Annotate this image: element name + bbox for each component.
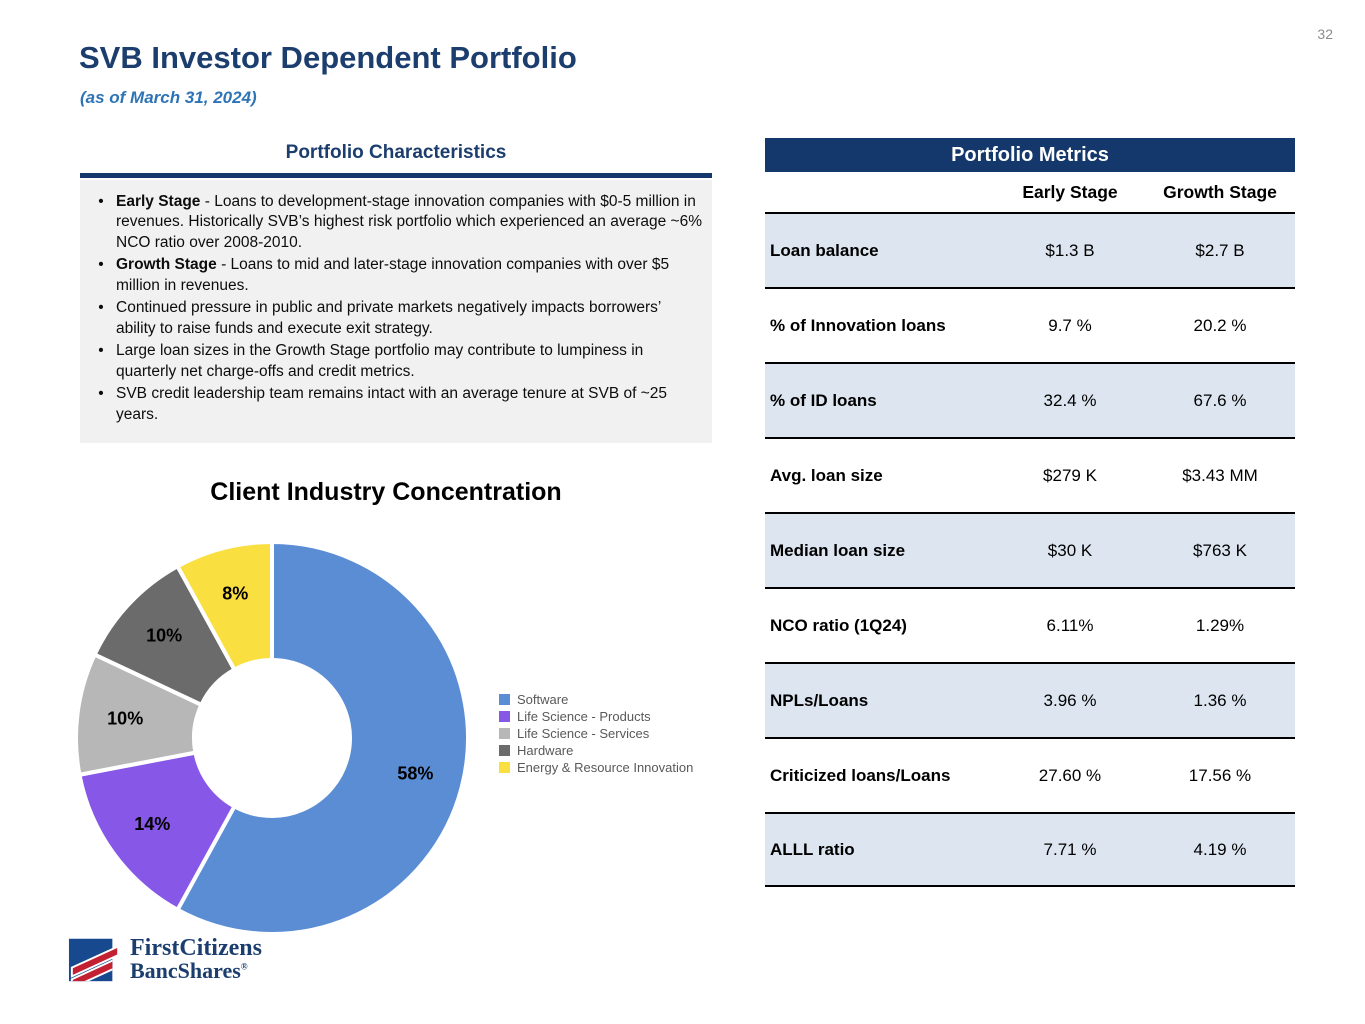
table-row — [765, 437, 1295, 512]
bullet-text: Large loan sizes in the Growth Stage portfolio may contribute to lumpiness in quarterly net charge-offs and credit metrics. — [116, 342, 644, 380]
cell-growth: $2.7 B — [1195, 240, 1245, 260]
cell-growth: 20.2 % — [1193, 315, 1247, 335]
legend-swatch — [499, 728, 510, 739]
table-row — [765, 362, 1295, 437]
slice-label: 8% — [222, 583, 249, 604]
slice-label: 58% — [397, 763, 434, 784]
bullet-item — [86, 255, 702, 296]
cell-growth: 4.19 % — [1193, 839, 1247, 859]
first-citizens-logo-icon — [68, 932, 122, 986]
portfolio-characteristics-section — [80, 142, 712, 443]
legend-item — [499, 691, 693, 708]
characteristics-divider — [80, 173, 712, 178]
cell-label: Median loan size — [770, 540, 906, 560]
cell-growth: 17.56 % — [1188, 765, 1252, 785]
cell-growth: $3.43 MM — [1182, 465, 1258, 485]
table-row — [765, 587, 1295, 662]
cell-growth: 1.29% — [1195, 615, 1245, 635]
bullet-text: Early Stage - Loans to development-stage innovation companies with $0-5 million in revenues. Historically SVB’s highest risk portfolio which experienced an average ~6% NCO ratio over 2008-2010. — [116, 193, 703, 251]
donut-chart — [70, 536, 474, 940]
cell-label: NCO ratio (1Q24) — [770, 615, 907, 635]
legend-label: Software — [517, 692, 569, 707]
legend-item — [499, 742, 693, 759]
bullet-item — [86, 384, 702, 425]
cell-label: ALLL ratio — [770, 839, 855, 859]
slice-label: 10% — [146, 625, 183, 646]
column-header-growth-stage: Growth Stage — [1163, 181, 1277, 202]
table-row — [765, 512, 1295, 587]
table-row — [765, 737, 1295, 812]
cell-early: 7.71 % — [1043, 839, 1097, 859]
as-of-date: (as of March 31, 2024) — [80, 88, 257, 107]
bullet-text: Growth Stage - Loans to mid and later-stage innovation companies with over $5 million in revenues. — [116, 256, 670, 294]
cell-label: Loan balance — [770, 240, 879, 260]
cell-growth: $763 K — [1193, 540, 1247, 560]
bullet-text: Continued pressure in public and private markets negatively impacts borrowers’ ability to raise funds and execute exit strategy. — [116, 299, 661, 337]
cell-early: 32.4 % — [1043, 390, 1097, 410]
cell-label: Criticized loans/Loans — [770, 765, 951, 785]
column-header-early-stage: Early Stage — [1022, 181, 1118, 202]
cell-early: $279 K — [1043, 465, 1097, 485]
page-title: SVB Investor Dependent Portfolio — [79, 40, 577, 75]
legend-swatch — [499, 711, 510, 722]
legend-swatch — [499, 762, 510, 773]
legend-swatch — [499, 745, 510, 756]
bullet-item — [86, 192, 702, 253]
bullet-marker: • — [98, 256, 104, 274]
chart-legend — [499, 691, 693, 776]
table-row — [765, 662, 1295, 737]
logo-line1: FirstCitizens — [130, 935, 262, 961]
legend-label: Energy & Resource Innovation — [517, 760, 694, 775]
cell-early: $30 K — [1047, 540, 1093, 560]
cell-label: NPLs/Loans — [770, 690, 869, 710]
bullet-item — [86, 298, 702, 339]
characteristics-list — [80, 180, 712, 443]
bullet-marker: • — [98, 385, 104, 403]
cell-label: % of Innovation loans — [770, 315, 946, 335]
legend-item — [499, 708, 693, 725]
metrics-column-headers — [765, 172, 1295, 212]
cell-label: % of ID loans — [770, 390, 877, 410]
logo-text — [130, 936, 262, 982]
cell-early: 9.7 % — [1048, 315, 1092, 335]
page-number: 32 — [1317, 26, 1333, 42]
chart-title: Client Industry Concentration — [210, 478, 562, 506]
characteristics-title: Portfolio Characteristics — [285, 142, 507, 163]
table-row — [765, 212, 1295, 287]
cell-growth: 1.36 % — [1193, 690, 1247, 710]
bullet-marker: • — [98, 299, 104, 317]
portfolio-metrics-table — [765, 138, 1295, 887]
slice-label: 10% — [107, 708, 144, 729]
legend-swatch — [499, 694, 510, 705]
table-row — [765, 287, 1295, 362]
metrics-rows — [765, 212, 1295, 887]
legend-item — [499, 759, 693, 776]
legend-label: Life Science - Services — [517, 726, 650, 741]
table-row — [765, 812, 1295, 887]
legend-item — [499, 725, 693, 742]
legend-label: Hardware — [517, 743, 574, 758]
cell-label: Avg. loan size — [770, 465, 883, 485]
cell-early: $1.3 B — [1045, 240, 1095, 260]
cell-early: 27.60 % — [1038, 765, 1102, 785]
registered-mark: ® — [240, 961, 248, 972]
bullet-item — [86, 341, 702, 382]
legend-label: Life Science - Products — [517, 709, 651, 724]
logo-line2: BancShares — [130, 958, 241, 983]
bullet-text: SVB credit leadership team remains intact with an average tenure at SVB of ~25 years. — [116, 385, 667, 423]
cell-early: 3.96 % — [1043, 690, 1097, 710]
slice-label: 14% — [134, 813, 171, 834]
bullet-marker: • — [98, 193, 104, 210]
cell-growth: 67.6 % — [1193, 390, 1247, 410]
cell-early: 6.11% — [1046, 615, 1094, 635]
bullet-marker: • — [98, 342, 104, 360]
company-logo — [68, 932, 262, 986]
metrics-table-title: Portfolio Metrics — [765, 138, 1295, 172]
